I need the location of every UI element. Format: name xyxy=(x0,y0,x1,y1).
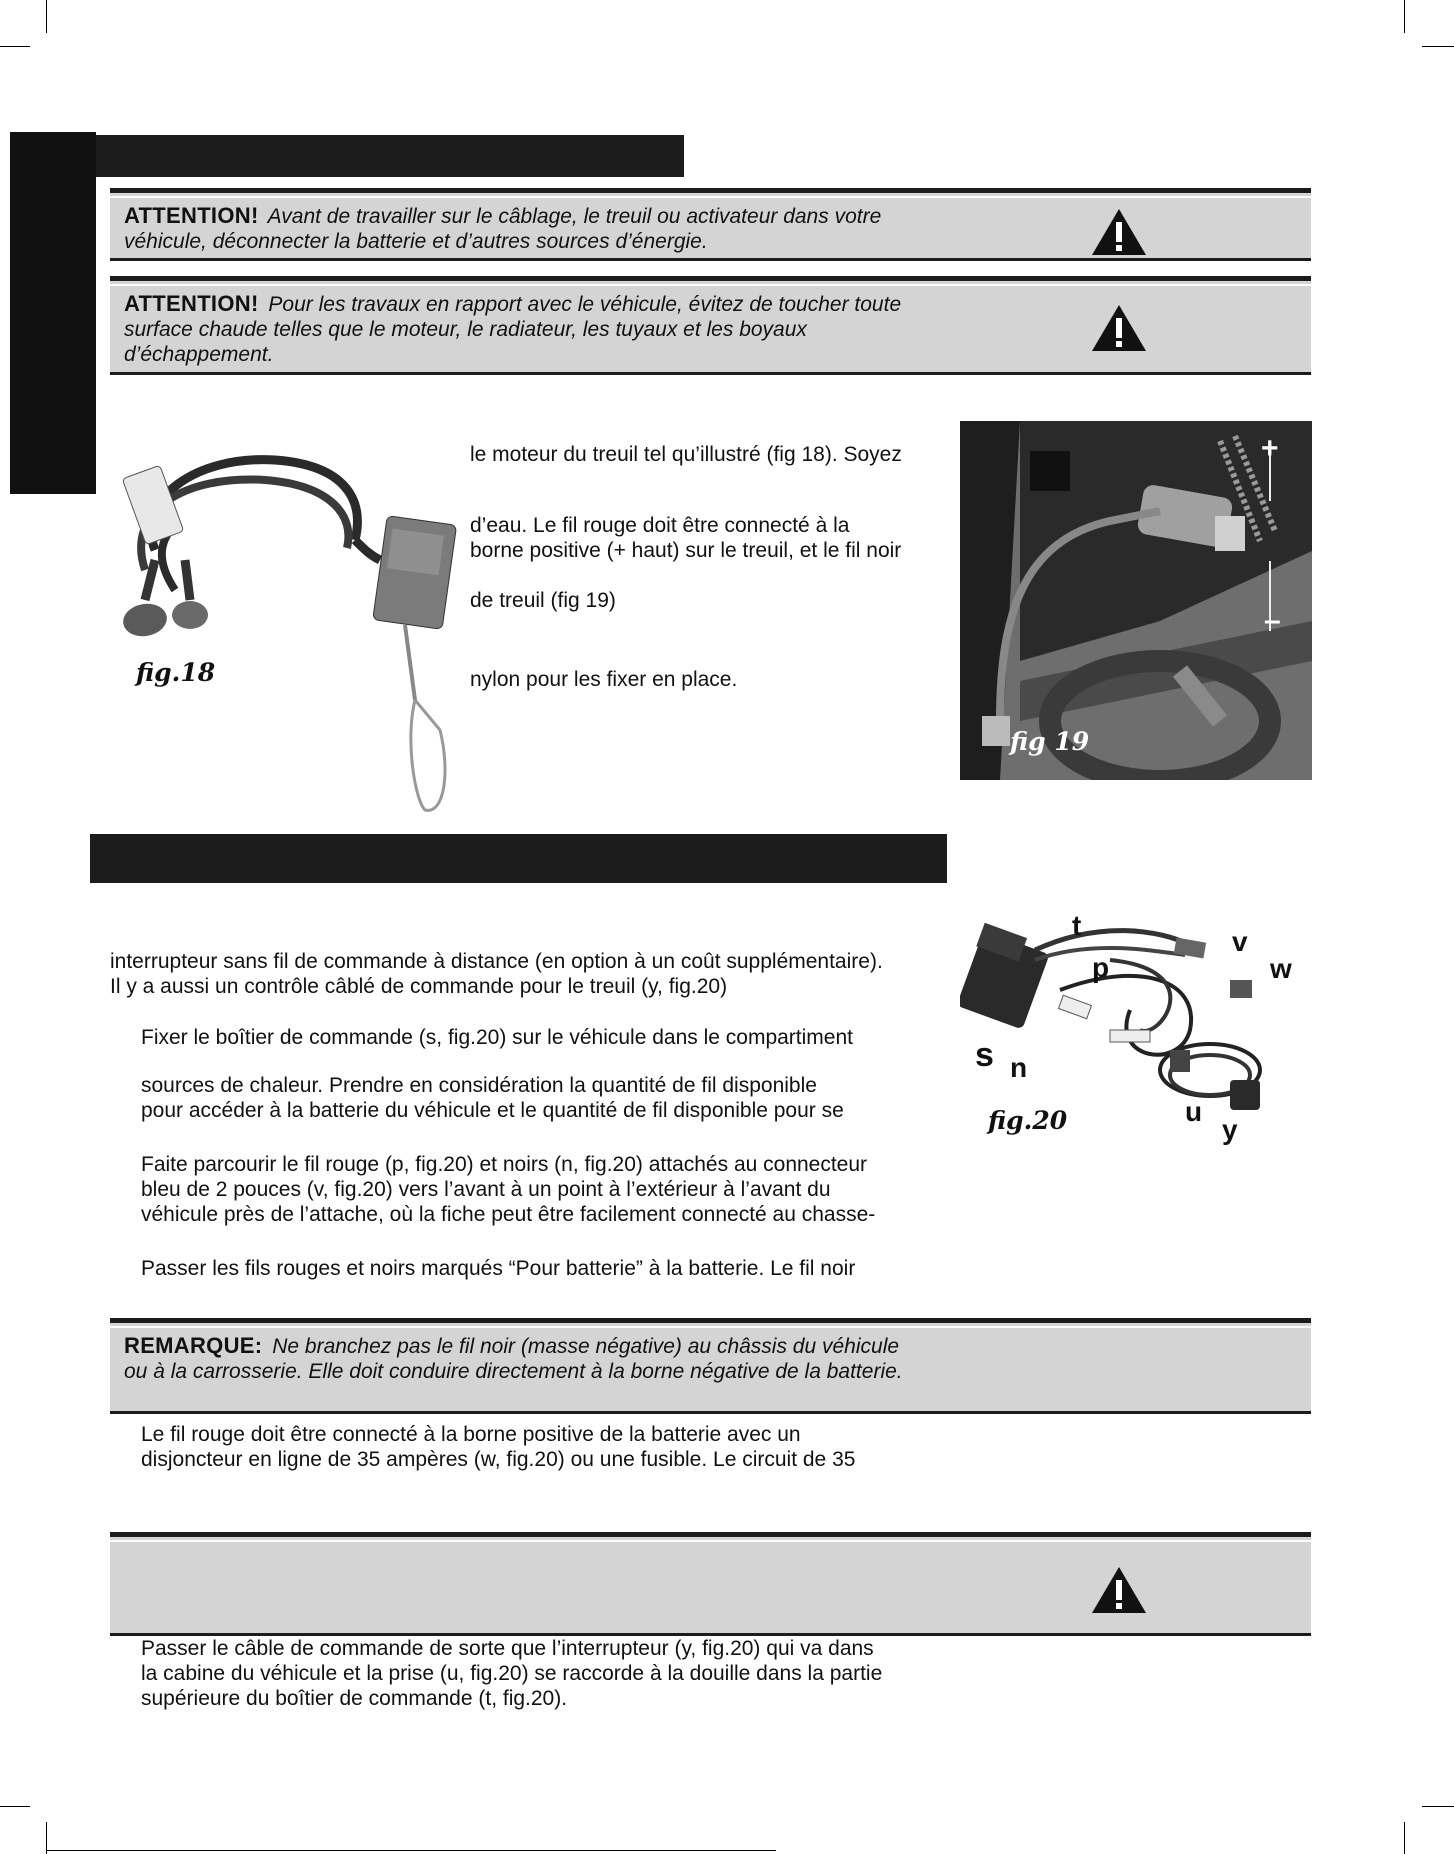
crop-mark xyxy=(1404,1822,1405,1854)
attention-notice xyxy=(110,276,1311,375)
remarque-notice xyxy=(110,1318,1311,1414)
fig20-callout-y: y xyxy=(1222,1114,1238,1145)
step-text: Passer le câble de commande de sorte que l’interrupteur (y, fig.20) qui va dans xyxy=(141,1637,874,1660)
attention-notice xyxy=(110,188,1311,261)
body-text: d’eau. Le fil rouge doit être connecté à la xyxy=(470,514,850,537)
side-tab xyxy=(10,132,96,494)
notice-label: REMARQUE: xyxy=(124,1333,263,1358)
step-text: supérieure du boîtier de commande (t, fig.20). xyxy=(141,1687,568,1710)
section-header-bar xyxy=(90,834,947,883)
step-text: Faite parcourir le fil rouge (p, fig.20) et noirs (n, fig.20) attachés au connecteur xyxy=(141,1153,868,1176)
crop-mark xyxy=(1422,46,1454,47)
crop-mark xyxy=(46,0,47,33)
step-text: véhicule près de l’attache, où la fiche peut être facilement connecté au chasse- xyxy=(141,1203,876,1226)
crop-mark xyxy=(46,1850,776,1851)
body-text: borne positive (+ haut) sur le treuil, et le fil noir xyxy=(470,539,902,562)
warning-triangle-icon xyxy=(1090,207,1148,257)
notice-label: ATTENTION! xyxy=(124,291,259,316)
body-text: nylon pour les fixer en place. xyxy=(470,668,738,691)
crop-mark xyxy=(0,1806,30,1807)
notice-text: Avant de travailler sur le câblage, le treuil ou activateur dans votre véhicule, déconnecter la batterie et d’autres sources d’énergie. xyxy=(124,205,882,253)
fig20-callout-w: w xyxy=(1270,953,1292,984)
notice-label: ATTENTION! xyxy=(124,203,259,228)
fig20-callout-p: p xyxy=(1092,952,1110,983)
warning-notice xyxy=(110,1532,1311,1636)
step-text: bleu de 2 pouces (v, fig.20) vers l’avant à un point à l’extérieur à l’avant du xyxy=(141,1178,831,1201)
notice-text: Pour les travaux en rapport avec le véhicule, évitez de toucher toute surface chaude telles que le moteur, le radiateur, les tuyaux et les boyaux d’échappement. xyxy=(124,293,902,366)
fig20-callout-s: s xyxy=(975,1036,994,1074)
fig19-minus-label: – xyxy=(1264,604,1281,637)
warning-triangle-icon xyxy=(1090,1565,1148,1615)
step-text: la cabine du véhicule et la prise (u, fig.20) se raccorde à la douille dans la partie xyxy=(141,1662,883,1685)
section-header-bar xyxy=(96,135,684,177)
step-text: Passer les fils rouges et noirs marqués “Pour batterie” à la batterie. Le fil noir xyxy=(141,1257,856,1280)
fig20-callout-t: t xyxy=(1072,910,1082,941)
fig18-label: fig.18 xyxy=(136,658,216,687)
step-text: disjoncteur en ligne de 35 ampères (w, fig.20) ou une fusible. Le circuit de 35 xyxy=(141,1448,856,1471)
fig20-callout-v: v xyxy=(1232,926,1248,957)
body-text: Il y a aussi un contrôle câblé de commande pour le treuil (y, fig.20) xyxy=(110,975,728,998)
crop-mark xyxy=(1404,0,1405,33)
crop-mark xyxy=(0,46,30,47)
fig19-label: fig 19 xyxy=(1010,727,1090,756)
body-text: de treuil (fig 19) xyxy=(470,589,616,612)
fig20-label: fig.20 xyxy=(988,1106,1068,1135)
fig19-plus-label: + xyxy=(1261,432,1279,465)
step-text: pour accéder à la batterie du véhicule et le quantité de fil disponible pour se xyxy=(141,1099,844,1122)
fig20-callout-n: n xyxy=(1010,1052,1028,1083)
body-text: le moteur du treuil tel qu’illustré (fig 18). Soyez xyxy=(470,443,902,466)
notice-text: Ne branchez pas le fil noir (masse négative) au châssis du véhicule ou à la carrosserie. Elle doit conduire directement à la borne négative de la batterie. xyxy=(124,1335,903,1383)
step-text: Le fil rouge doit être connecté à la borne positive de la batterie avec un xyxy=(141,1423,801,1446)
warning-triangle-icon xyxy=(1090,303,1148,353)
crop-mark xyxy=(1422,1806,1454,1807)
fig20-callout-u: u xyxy=(1185,1096,1203,1127)
step-text: sources de chaleur. Prendre en considération la quantité de fil disponible xyxy=(141,1074,817,1097)
fig18-image xyxy=(115,440,475,820)
body-text: interrupteur sans fil de commande à distance (en option à un coût supplémentaire). xyxy=(110,950,883,973)
step-text: Fixer le boîtier de commande (s, fig.20) sur le véhicule dans le compartiment xyxy=(141,1026,853,1049)
